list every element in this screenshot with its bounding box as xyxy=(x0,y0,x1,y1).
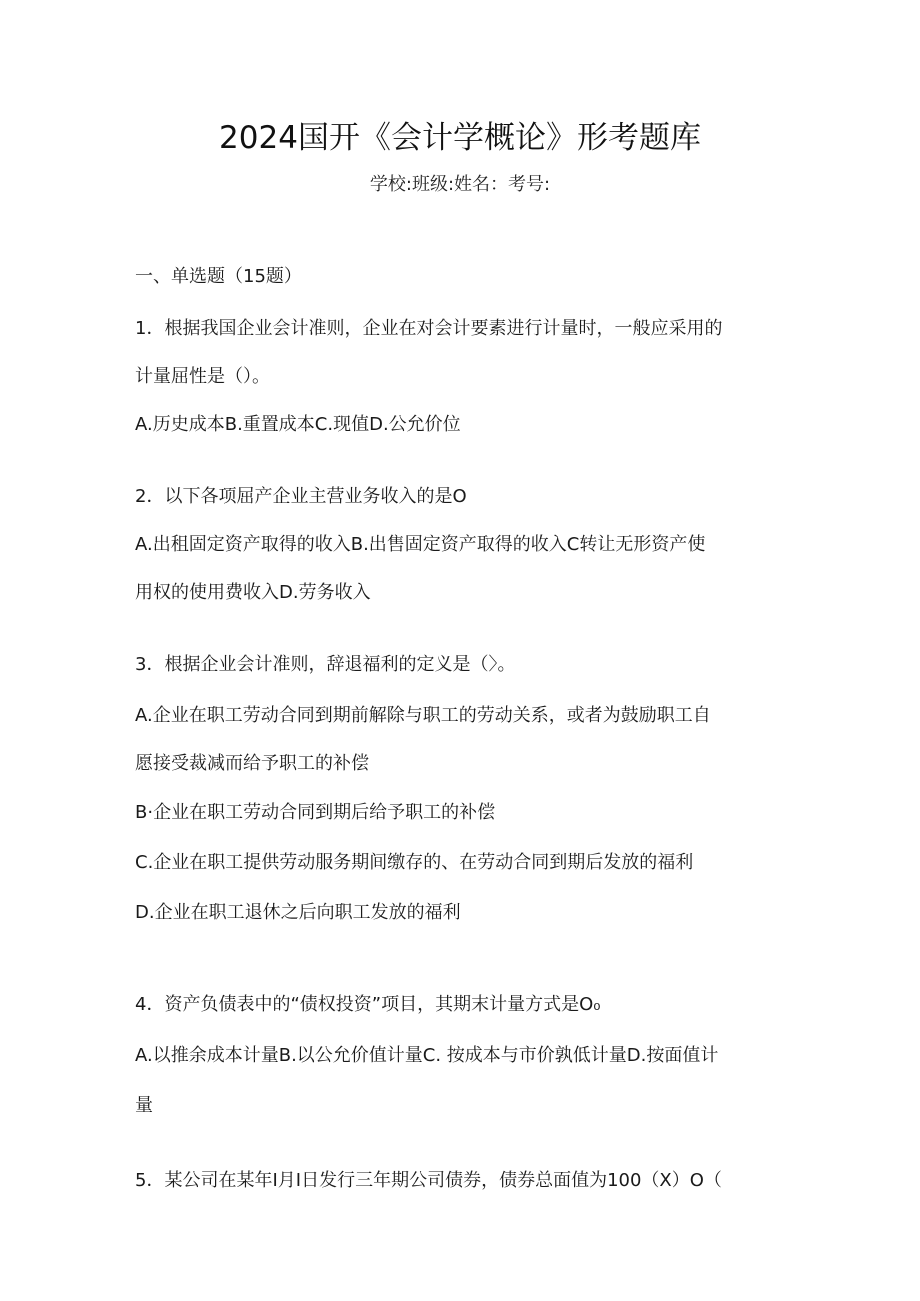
question-1-options: A.历史成本B.重置成本C.现值D.公允价位 xyxy=(135,414,461,435)
question-1-stem: 计量屈性是（）。 xyxy=(135,366,270,387)
question-3-option-c: C.企业在职工提供劳动服务期间缴存的、在劳动合同到期后发放的福利 xyxy=(135,852,694,873)
question-1-stem: 1．根据我国企业会计准则，企业在对会计要素进行计量时，一般应采用的 xyxy=(135,318,723,339)
question-2-options: A.出租固定资产取得的收入B.出售固定资产取得的收入C转让无形资产使 xyxy=(135,534,706,555)
question-2-options: 用权的使用费收入D.劳务收入 xyxy=(135,582,371,603)
section-heading: 一、单选题（15题） xyxy=(135,266,302,287)
document-title: 2024国开《会计学概论》形考题库 xyxy=(219,120,701,156)
question-4-stem: 4．资产负债表中的“债权投资”项目，其期末计量方式是O₀ xyxy=(135,994,601,1015)
question-4-options: 量 xyxy=(135,1095,153,1116)
question-3-option-d: D.企业在职工退休之后向职工发放的福利 xyxy=(135,902,461,923)
question-3-option-a: 愿接受裁减而给予职工的补偿 xyxy=(135,753,369,774)
question-3-option-a: A.企业在职工劳动合同到期前解除与职工的劳动关系，或者为鼓励职工自 xyxy=(135,705,711,726)
question-5-stem: 5．某公司在某年Ⅰ月Ⅰ日发行三年期公司债券，债券总面值为100（X）O（ xyxy=(135,1170,722,1191)
student-info-line: 学校:班级:姓名：考号: xyxy=(369,174,551,195)
question-3-option-b: B·企业在职工劳动合同到期后给予职工的补偿 xyxy=(135,802,496,823)
question-4-options: A.以推余成本计量B.以公允价值计量C. 按成本与市价孰低计量D.按面值计 xyxy=(135,1045,719,1066)
question-2-stem: 2．以下各项屈产企业主营业务收入的是O xyxy=(135,486,467,507)
question-3-stem: 3．根据企业会计准则，辞退福利的定义是（〉。 xyxy=(135,654,516,675)
